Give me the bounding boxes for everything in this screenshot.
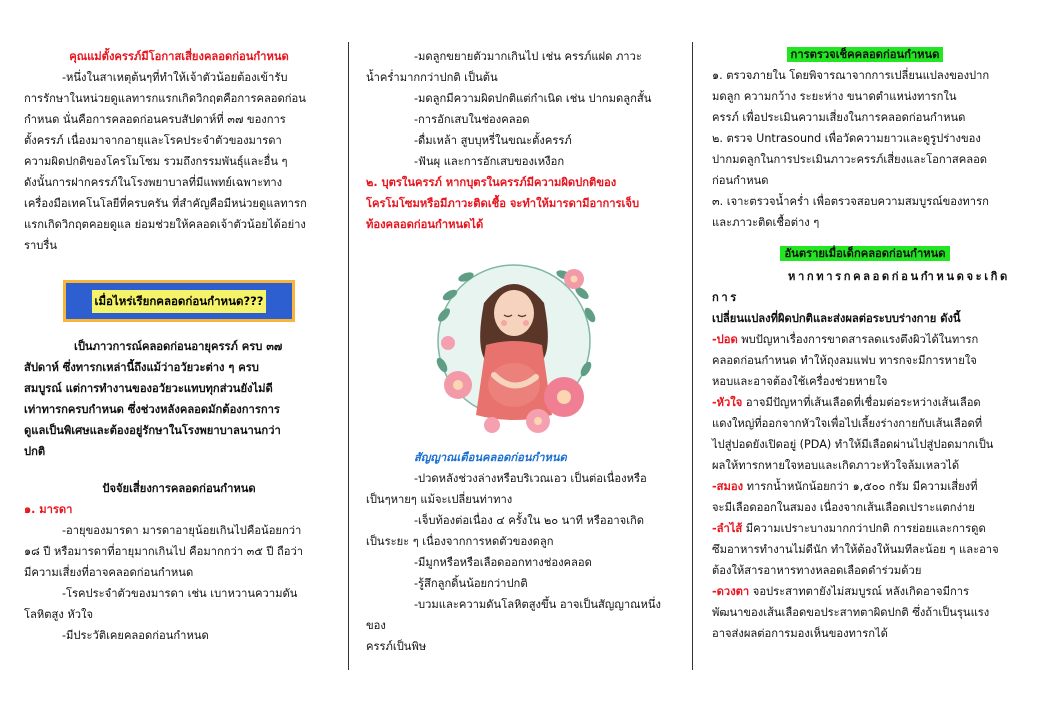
mother-risk-item: -มีประวัติเคยคลอดก่อนกำหนด <box>62 629 209 642</box>
check-item: ครรภ์ เพื่อประเมินความเสี่ยงในการคลอดก่อนกำหนด <box>712 111 966 124</box>
check-heading-wrap <box>712 44 1018 65</box>
check-list <box>712 65 1018 233</box>
organ-effect-line: ต้องให้สารอาหารทางหลอดเลือดดำร่วมด้วย <box>712 564 922 577</box>
baby-heading-line: ท้องคลอดก่อนกำหนดได้ <box>366 218 484 231</box>
danger-heading-wrap <box>712 243 1018 264</box>
check-item: ๒. ตรวจ Untrasound เพื่อวัดความยาวและดูรูปร่างของ <box>712 132 981 145</box>
organ-effect-line: -หัวใจ อาจมีปัญหาที่เส้นเลือดที่เชื่อมต่อระหว่างเส้นเลือด <box>712 396 981 409</box>
danger-intro-line: เปลี่ยนแปลงที่ผิดปกติและส่งผลต่อระบบร่างกาย ดังนี้ <box>712 312 961 325</box>
intro-line: ความผิดปกติของโครโมโซม รวมถึงกรรมพันธุ์และอื่น ๆ <box>24 155 288 168</box>
organ-effect-line: -สมอง ทารกน้ำหนักน้อยกว่า ๑,๕๐๐ กรัม มีความเสี่ยงที่ <box>712 480 978 493</box>
warning-item: ครรภ์เป็นพิษ <box>366 640 427 653</box>
when-line: ดูแลเป็นพิเศษและต้องอยู่รักษาในโรงพยาบาลนานกว่า <box>24 424 281 437</box>
pregnant-woman-flower-wreath-icon <box>414 245 614 441</box>
risk-item: -ดื่มเหล้า สูบบุหรี่ในขณะตั้งครรภ์ <box>414 134 572 147</box>
check-heading: การตรวจเช็คคลอดก่อนกำหนด <box>787 47 944 62</box>
intro-line: ดังนั้นการฝากครรภ์ในโรงพยาบาลที่มีแพทย์เฉพาะทาง <box>24 176 283 189</box>
warning-item: เป็นๆหายๆ แม้จะเปลี่ยนท่าทาง <box>366 493 513 506</box>
organ-effect-line: พัฒนาของเส้นเลือดขอประสาทตาผิดปกติ ซึ่งถ้าเป็นรุนแรง <box>712 606 990 619</box>
sub-mother: ๑. มารดา <box>24 503 73 516</box>
mother-risk-item: โลหิตสูง หัวใจ <box>24 608 94 621</box>
intro-line: การรักษาในหน่วยดูแลทารกแรกเกิดวิกฤตคือการคลอดก่อน <box>24 92 306 105</box>
check-item: มดลูก ความกว้าง ระยะห่าง ขนาดตำแหน่งทารกใน <box>712 90 957 103</box>
intro-line: กำหนด นั่นคือการคลอดก่อนครบสัปดาห์ที่ ๓๗ ของการ <box>24 113 286 126</box>
warning-item: -มีมูกหรือหรือเลือดออกทางช่องคลอด <box>414 556 592 569</box>
baby-heading-line: โครโมโซมหรือมีภาวะติดเชื้อ จะทำให้มารดามีอาการเจ็บ <box>366 197 640 210</box>
danger-intro <box>712 266 1018 329</box>
organ-label: -ลำไส้ <box>712 522 743 535</box>
intro-line: ราบรื่น <box>24 239 58 252</box>
warning-item: -ปวดหลังช่วงล่างหรือบริเวณเอว เป็นต่อเนื่องหรือ <box>414 472 647 485</box>
when-line: เท่าทารกครบกำหนด ซึ่งช่วงหลังคลอดมักต้องการการ <box>24 403 280 416</box>
intro-line: ตั้งครรภ์ เนื่องมาจากอายุและโรคประจำตัวของมารดา <box>24 134 282 147</box>
check-item: ก่อนกำหนด <box>712 174 769 187</box>
warning-item: -บวมและความดันโลหิตสูงขึ้น อาจเป็นสัญญาณหนึ่งของ <box>366 598 662 632</box>
organ-effect-line: ซึมอาหารทำงานไม่ดีนัก ทำให้ต้องให้นมทีละน้อย ๆ และอาจ <box>712 543 999 556</box>
organ-effect-line: หอบและอาจต้องใช้เครื่องช่วยหายใจ <box>712 375 888 388</box>
warning-heading: สัญญาณเตือนคลอดก่อนกำหนด <box>414 451 567 464</box>
organ-effect-line: -ดวงตา จอประสาทตายังไม่สมบูรณ์ หลังเกิดอาจมีการ <box>712 585 970 598</box>
baby-heading-line: ๒. บุตรในครรภ์ หากบุตรในครรภ์มีความผิดปกติของ <box>366 176 617 189</box>
column-2 <box>366 0 668 720</box>
check-item: และภาวะติดเชื้อต่าง ๆ <box>712 216 820 229</box>
risk-item: -ฟันผุ และการอักเสบของเหงือก <box>414 155 565 168</box>
risk-item: -การอักเสบในช่องคลอด <box>414 113 530 126</box>
check-item: ๑. ตรวจภายใน โดยพิจารณาจากการเปลี่ยนแปลงของปาก <box>712 69 990 82</box>
mother-risk-list <box>24 520 334 646</box>
column-divider-2 <box>692 42 693 670</box>
warning-item: เป็นระยะ ๆ เนื่องจากการหดตัวของดลูก <box>366 535 554 548</box>
warning-item: -รู้สึกลูกดิ้นน้อยกว่าปกติ <box>414 577 528 590</box>
warning-item: -เจ็บท้องต่อเนื่อง ๔ ครั้งใน ๒๐ นาที หรืออาจเกิด <box>414 514 645 527</box>
intro-line: เครื่องมือเทคโนโลยีที่ครบครัน ที่สำคัญคือมีหน่วยดูแลทารก <box>24 197 307 210</box>
when-paragraph <box>24 336 334 462</box>
organ-effects-list <box>712 329 1018 644</box>
when-title: เมื่อไหร่เรียกคลอดก่อนกำหนด??? <box>92 290 267 313</box>
organ-effect-line: อาจส่งผลต่อการมองเห็นของทารกได้ <box>712 627 888 640</box>
organ-effect-line: จะมีเลือดออกในสมอง เนื่องจากเส้นเลือดเปราะแตกง่าย <box>712 501 975 514</box>
organ-effect-line: -ปอด พบปัญหาเรื่องการขาดสารลดแรงตึงผิวได้ในทารก <box>712 333 979 346</box>
when-title-box <box>63 280 295 322</box>
check-item: ปากมดลูกในการประเมินภาวะครรภ์เสี่ยงและโอกาสคลอด <box>712 153 988 166</box>
warning-signs-list <box>366 468 668 657</box>
heading-factors: ปัจจัยเสี่ยงการคลอดก่อนกำหนด <box>102 482 256 495</box>
organ-effect-line: -ลำไส้ มีความเปราะบางมากกว่าปกติ การย่อยและการดูด <box>712 522 986 535</box>
mother-risk-list-cont <box>366 46 668 172</box>
mother-risk-item: -อายุของมารดา มารดาอายุน้อยเกินไปคือน้อยกว่า <box>62 524 302 537</box>
organ-label: -สมอง <box>712 480 744 493</box>
intro-line: -หนึ่งในสาเหตุต้นๆที่ทำให้เจ้าตัวน้อยต้องเข้ารับ <box>62 71 288 84</box>
organ-label: -ปอด <box>712 333 738 346</box>
intro-paragraph <box>24 67 334 256</box>
organ-effect-line: คลอดก่อนกำหนด ทำให้ถุงลมแฟบ ทารกจะมีการหายใจ <box>712 354 977 367</box>
heading-risk: คุณแม่ตั้งครรภ์มีโอกาสเสี่ยงคลอดก่อนกำหนด <box>69 50 289 63</box>
when-line: เป็นภาวการณ์คลอดก่อนอายุครรภ์ ครบ ๓๗ <box>74 340 283 353</box>
column-1 <box>24 0 334 720</box>
risk-item: -มดลูกขยายตัวมากเกินไป เช่น ครรภ์แฝด ภาวะ <box>414 50 642 63</box>
organ-effect-line: ผลให้ทารกหายใจหอบและเกิดภาวะหัวใจล้มเหลวได้ <box>712 459 960 472</box>
organ-effect-line: ไปสู่ปอดยังเปิดอยู่ (PDA) ทำให้มีเลือดผ่านไปสู่ปอดมากเป็น <box>712 438 994 451</box>
mother-risk-item: ๑๘ ปี หรือมารดาที่อายุมากเกินไป คือมากกว่า ๓๕ ปี ถือว่า <box>24 545 304 558</box>
risk-item: น้ำคร่ำมากกว่าปกติ เป็นต้น <box>366 71 498 84</box>
intro-line: แรกเกิดวิกฤตคอยดูแล ย่อมช่วยให้คลอดเจ้าตัวน้อยได้อย่าง <box>24 218 306 231</box>
danger-heading: อันตรายเมื่อเด็กคลอดก่อนกำหนด <box>780 246 949 261</box>
when-line: สมบูรณ์ แต่การทำงานของอวัยวะแทบทุกส่วนยังไม่ดี <box>24 382 273 395</box>
baby-heading <box>366 172 668 235</box>
check-item: ๓. เจาะตรวจน้ำคร่ำ เพื่อตรวจสอบความสมบูรณ์ของทารก <box>712 195 989 208</box>
when-line: สัปดาห์ ซึ่งทารกเหล่านี้ถึงแม้ว่าอวัยวะต่าง ๆ ครบ <box>24 361 259 374</box>
organ-effect-line: แดงใหญ่ที่ออกจากหัวใจเพื่อไปเลี้ยงร่างกายกับเส้นเลือดที่ <box>712 417 983 430</box>
danger-intro-line: หากทารกคลอดก่อนกำหนดจะเกิดการ <box>712 270 1010 304</box>
mother-risk-item: มีความเสี่ยงที่อาจคลอดก่อนกำหนด <box>24 566 194 579</box>
column-3 <box>712 0 1018 720</box>
risk-item: -มดลูกมีความผิดปกติแต่กำเนิด เช่น ปากมดลูกสั้น <box>414 92 652 105</box>
organ-label: -ดวงตา <box>712 585 750 598</box>
mother-risk-item: -โรคประจำตัวของมารดา เช่น เบาหวานความดัน <box>62 587 298 600</box>
column-divider-1 <box>348 42 349 670</box>
organ-label: -หัวใจ <box>712 396 743 409</box>
when-line: ปกติ <box>24 445 46 458</box>
